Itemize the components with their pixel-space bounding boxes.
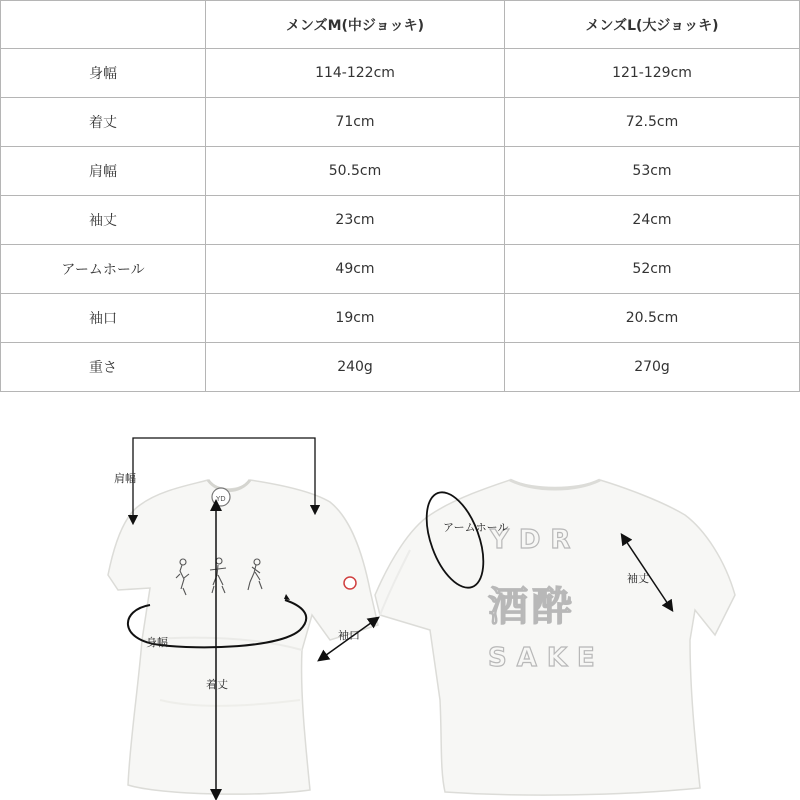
cell-m: 240g [206,343,505,392]
cell-m: 114-122cm [206,49,505,98]
cell-l: 53cm [505,147,800,196]
row-label: 肩幅 [1,147,206,196]
header-empty-cell [1,1,206,49]
header-size-m: メンズM(中ジョッキ) [206,1,505,49]
label-armhole: アームホール [443,521,509,534]
label-cuff: 袖口 [338,629,360,642]
cell-l: 24cm [505,196,800,245]
label-chest-width: 身幅 [146,636,168,649]
cell-l: 20.5cm [505,294,800,343]
table-row [1,49,800,98]
row-label: 袖口 [1,294,206,343]
cell-m: 49cm [206,245,505,294]
table-row [1,294,800,343]
label-body-length: 着丈 [206,678,228,691]
tshirt-illustration [0,400,800,800]
measurement-diagram [0,400,800,800]
table-row [1,196,800,245]
row-label: 身幅 [1,49,206,98]
row-label: アームホール [1,245,206,294]
size-table [0,0,800,392]
cell-m: 71cm [206,98,505,147]
table-header-row [1,1,800,49]
table-row [1,147,800,196]
table-row [1,245,800,294]
row-label: 重さ [1,343,206,392]
back-print-line2: 酒酔 [488,584,576,630]
cell-l: 121-129cm [505,49,800,98]
table-row [1,343,800,392]
svg-text:YD: YD [216,495,226,503]
cell-l: 52cm [505,245,800,294]
back-print-line3: SAKE [488,643,605,673]
cell-m: 19cm [206,294,505,343]
cell-l: 72.5cm [505,98,800,147]
badge-icon [344,577,356,589]
label-shoulder-width: 肩幅 [114,472,136,485]
row-label: 袖丈 [1,196,206,245]
table-row [1,98,800,147]
back-print-line1: YDR [490,525,581,555]
cell-m: 23cm [206,196,505,245]
row-label: 着丈 [1,98,206,147]
label-sleeve-length: 袖丈 [627,572,649,585]
cell-l: 270g [505,343,800,392]
cell-m: 50.5cm [206,147,505,196]
header-size-l: メンズL(大ジョッキ) [505,1,800,49]
